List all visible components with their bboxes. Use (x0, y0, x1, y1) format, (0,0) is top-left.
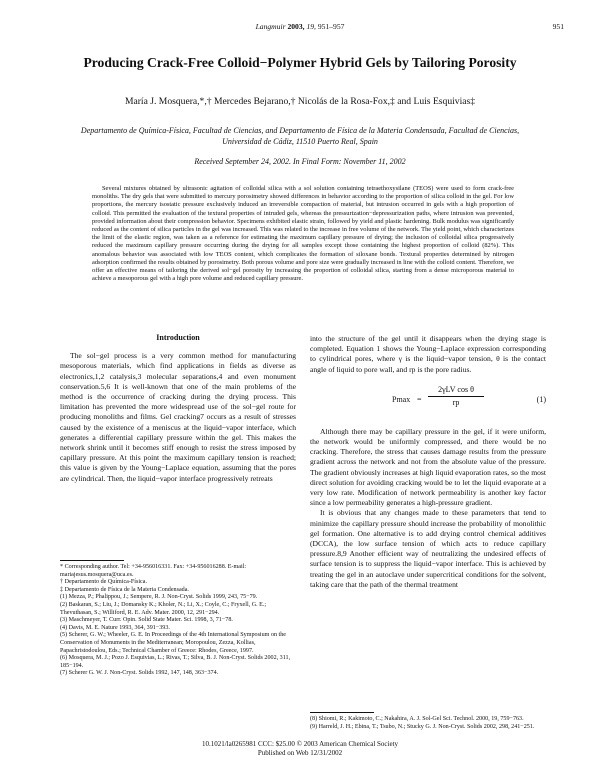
footnote: (6) Mosquera, M. J.; Pozo J. Esquivias, L.; Rivas, T.; Silva, B. J. Non-Cryst. Solids 2002, 311, 185−194. (60, 655, 291, 669)
journal-volume: 19, (306, 22, 316, 31)
footnote: (1) Mezza, P.; Phalippou, J.; Sempere, R. J. Non-Cryst. Solids 1999, 243, 75−79. (60, 594, 258, 601)
equation-young-laplace (310, 383, 546, 417)
running-head (0, 22, 600, 34)
footnote-rule (60, 560, 124, 561)
page-footer (0, 740, 600, 758)
footnote: (5) Scherer, G. W.; Wheeler, G. E. In Proceedings of the 4th International Symposium on the Conservation of Monuments in the Mediterranean; Moropoulou, Zezza, Kollias, Papachristodoulou, Eds.; Technical Chamber of Greece: Rhodes, Greece, 1997. (60, 632, 287, 654)
journal-pages: 951–957 (317, 22, 345, 31)
author-list: María J. Mosquera,*,† Mercedes Bejarano,† Nicolás de la Rosa-Fox,‡ and Luis Esquivias‡ (124, 96, 476, 107)
journal-name: Langmuir (255, 22, 286, 31)
equation-fraction (428, 385, 484, 408)
footnote: * Corresponding author. Tel: +34-956016331. Fax: +34-956016288. E-mail: mariajesus.mosquera@uca.es. (60, 564, 247, 578)
journal-year: 2003, (287, 22, 305, 31)
footnote: (4) Davis, M. E. Nature 1993, 364, 391−393. (60, 624, 170, 631)
received-dates: Received September 24, 2002. In Final Form: November 11, 2002 (194, 157, 406, 166)
intro-paragraph-3: Although there may be capillary pressure in the gel, if it were uniform, the network would be uniformly compressed, and there would be no cracking. Therefore, the stress that causes damage results from the pressure gradient across the network and not from the absolute value of the pressure. The gradient obviously increases at high liquid evaporation rates, so the most direct solution for avoiding cracking would be to let the liquid evaporate at a very low rate. Modification of network permeability is another key factor since a low permeability generates a high-pressure gradient. (310, 426, 546, 508)
equation-equals: = (417, 394, 422, 404)
equation-numerator: 2γLV cos θ (428, 385, 484, 397)
doi-line: 10.1021/la0265981 CCC: $25.00 © 2003 American Chemical Society (201, 740, 399, 748)
journal-citation (0, 22, 600, 31)
footnote: (3) Maschmeyer, T. Curr. Opin. Solid State Mater. Sci. 1998, 3, 71−78. (60, 617, 233, 624)
intro-paragraph-2: into the structure of the gel until it disappears when the drying stage is completed. Equation 1 shows the Young−Laplace expression corresponding to cylindrical pores, where γ is the liquid−vapor tension, θ is the contact angle of liquid to pore wall, and rp is the pore radius. (310, 334, 546, 374)
footnote: (7) Scherer G. W. J. Non-Cryst. Solids 1992, 147, 148, 363−374. (60, 670, 219, 677)
left-column (60, 333, 296, 484)
right-column (310, 334, 546, 590)
section-heading-introduction: Introduction (156, 333, 200, 342)
abstract: Several mixtures obtained by ultrasonic agitation of colloidal silica with a sol solution containing tetraethoxysilane (TEOS) were used to form crack-free monoliths. The dry gels that were submitted to mercury porosimetry showed differences in behavior according to the proportion of silica colloid in the gel. For low proportions, the mercury isostatic pressure exclusively induced an irreversible compaction of material, but intrusion occurred in gels with a high proportion of colloid. This permitted the evaluation of the textural properties of intruded gels, whereas the pressurization−depressurization paths, where intrusion was prevented, provided information about their compression behavior. Specimens exhibited elastic strain, followed by yield and plastic hardening. Bulk modulus was significantly reduced as the content of silica particles in the gel was increased. This was related to the increase in free volume of the network. The yield point, which characterizes the limit of the elastic region, was taken as a reference for estimating the maximum capillary pressure of drying; the inclusion of colloidal silica progressively reduced the maximum capillary pressure occurring during the drying for all samples except those containing the highest proportion of colloid (82%). This anomalous behavior was associated with low TEOS content, which complicates the formation of siloxane bonds. Textural properties determined by nitrogen adsorption confirmed the results obtained by porosimetry. Both porous volume and pore size were gradually increased in line with the colloid content. Therefore, we offer an effective means of tailoring the derived sol−gel porosity by increasing the proportion of colloidal silica, starting from a dense microporous material to achieve a mesoporous gel with a high pore volume and reduced capillary pressure. (92, 185, 514, 283)
intro-paragraph-4: It is obvious that any changes made to these parameters that tend to minimize the capillary pressure should increase the probability of monolithic gel formation. One alternative is to add drying control chemical additives (DCCA), the low surface tension of which acts to reduce capillary pressure.8,9 Another efficient way of neutralizing the undesired effects of surface tension is to suppress the liquid−vapor interface. This is achieved by treating the gel in an autoclave under supercritical conditions for the solvent, taking care that the path of the thermal treatment (310, 508, 546, 589)
footnote: ‡ Departamento de Física de la Materia Condensada. (60, 586, 189, 593)
footnote: (9) Harreld, J. H.; Ebina, T.; Tsubo, N.; Stucky G. J. Non-Cryst. Solids 2002, 298, 241−251. (310, 723, 535, 730)
page-number: 951 (552, 22, 564, 31)
equation-lhs: Pmax (392, 394, 411, 404)
equation-number: (1) (536, 394, 546, 404)
footnote: (2) Baskaran, S.; Liu, J.; Domansky K.; Kholer, N.; Li, X.; Coyle, C.; Fryxell, G. E.; Thevuthasan, S.; Williford, R. E. Adv. Mater. 2000, 12, 291−294. (60, 601, 267, 616)
footnote-rule (310, 712, 374, 713)
equation-denominator: rp (452, 398, 460, 408)
intro-paragraph-1: The sol−gel process is a very common method for manufacturing mesoporous materials, which find applications in fields as diverse as electronics,1,2 catalysis,3 molecular separations,4 and even monument conservation.5,6 It is well-known that one of the main problems of the method is the occurrence of cracking during the drying process. This limitation has prevented the more widespread use of the sol−gel route for producing monoliths and films. Gel cracking7 occurs as a result of stresses caused by the existence of a meniscus at the liquid−vapor interface, which generates a differential capillary pressure within the gel. This makes the network shrink until it becomes stiff enough to resist the stress imposed by capillary pressure. At this point the maximum capillary tension is reached; this value is given by the Young−Laplace equation, assuming that the pores are cylindrical. Then, the liquid−vapor interface progressively retreats (60, 351, 296, 483)
article-title: Producing Crack-Free Colloid−Polymer Hybrid Gels by Tailoring Porosity (83, 55, 517, 70)
footnote: † Departamento de Química-Física. (60, 579, 147, 586)
footnotes-right (310, 712, 546, 731)
footnotes-left (60, 560, 296, 678)
published-line: Published on Web 12/31/2002 (257, 749, 343, 757)
affiliation: Departamento de Química-Física, Facultad de Ciencias, and Departamento de Física de la Materia Condensada, Facultad de Ciencias, Universidad de Cádiz, 11510 Puerto Real, Spain (80, 126, 520, 146)
footnote: (8) Shiomi, R.; Kakimoto, C.; Nakahira, A. J. Sol-Gel Sci. Technol. 2000, 19, 759−763. (310, 716, 524, 722)
